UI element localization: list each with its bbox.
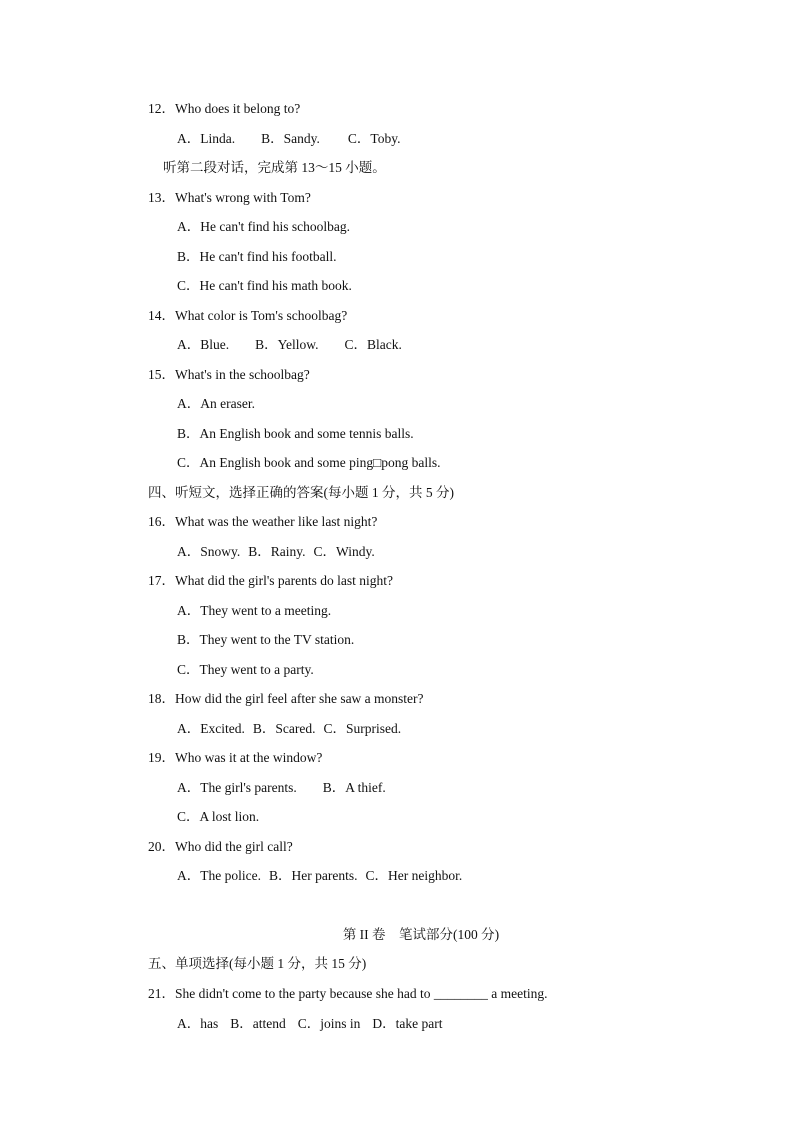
question-15-option-c: C．An English book and some ping□pong balls. [177, 455, 441, 470]
option-a: A．has [177, 1016, 219, 1031]
question-21-options [177, 1015, 443, 1033]
option-a: A．The girl's parents. [177, 780, 297, 795]
question-18: 18．How did the girl feel after she saw a monster? [148, 691, 424, 706]
option-c: C．Windy. [313, 544, 375, 559]
option-a: A．The police. [177, 868, 261, 883]
option-b: B．A thief. [322, 780, 386, 795]
option-b: B．Sandy. [261, 131, 320, 146]
question-13-option-c: C．He can't find his math book. [177, 278, 352, 293]
question-17-option-b: B．They went to the TV station. [177, 632, 355, 647]
question-14-options [177, 336, 402, 354]
question-17-option-a: A．They went to a meeting. [177, 603, 332, 618]
question-19-option-c: C．A lost lion. [177, 809, 260, 824]
question-18-options [177, 720, 401, 738]
dialog-2-instruction: 听第二段对话，完成第 13～15 小题。 [163, 160, 386, 175]
question-20-options [177, 867, 462, 885]
question-12-options [177, 130, 400, 148]
question-19: 19．Who was it at the window? [148, 750, 323, 765]
question-15: 15．What's in the schoolbag? [148, 367, 310, 382]
question-21: 21．She didn't come to the party because she had to ________ a meeting. [148, 986, 548, 1001]
question-15-option-a: A．An eraser. [177, 396, 255, 411]
section-5-heading: 五、单项选择(每小题 1 分，共 15 分) [148, 956, 367, 971]
question-14: 14．What color is Tom's schoolbag? [148, 308, 348, 323]
option-c: C．joins in [297, 1016, 361, 1031]
question-17: 17．What did the girl's parents do last night? [148, 573, 394, 588]
option-b: B．Scared. [252, 721, 316, 736]
option-a: A．Snowy. [177, 544, 241, 559]
section-4-heading: 四、听短文，选择正确的答案(每小题 1 分，共 5 分) [148, 485, 454, 500]
option-b: B．attend [230, 1016, 286, 1031]
question-12: 12．Who does it belong to? [148, 101, 301, 116]
question-13-option-a: A．He can't find his schoolbag. [177, 219, 351, 234]
question-17-option-c: C．They went to a party. [177, 662, 314, 677]
question-16-options [177, 543, 375, 561]
option-b: B．Her parents. [268, 868, 358, 883]
question-20: 20．Who did the girl call? [148, 839, 293, 854]
option-b: B．Rainy. [248, 544, 306, 559]
question-13-option-b: B．He can't find his football. [177, 249, 337, 264]
option-c: C．Toby. [347, 131, 401, 146]
option-a: A．Blue. [177, 337, 230, 352]
question-15-option-b: B．An English book and some tennis balls. [177, 426, 414, 441]
option-c: C．Surprised. [323, 721, 402, 736]
question-13: 13．What's wrong with Tom? [148, 190, 311, 205]
option-c: C．Her neighbor. [365, 868, 463, 883]
option-a: A．Linda. [177, 131, 236, 146]
option-b: B．Yellow. [255, 337, 319, 352]
option-d: D．take part [372, 1016, 443, 1031]
question-16: 16．What was the weather like last night? [148, 514, 378, 529]
option-c: C．Black. [344, 337, 402, 352]
question-19-options-row-1 [177, 779, 386, 797]
part-2-title: 第 II 卷 笔试部分(100 分) [342, 927, 500, 942]
option-a: A．Excited. [177, 721, 245, 736]
